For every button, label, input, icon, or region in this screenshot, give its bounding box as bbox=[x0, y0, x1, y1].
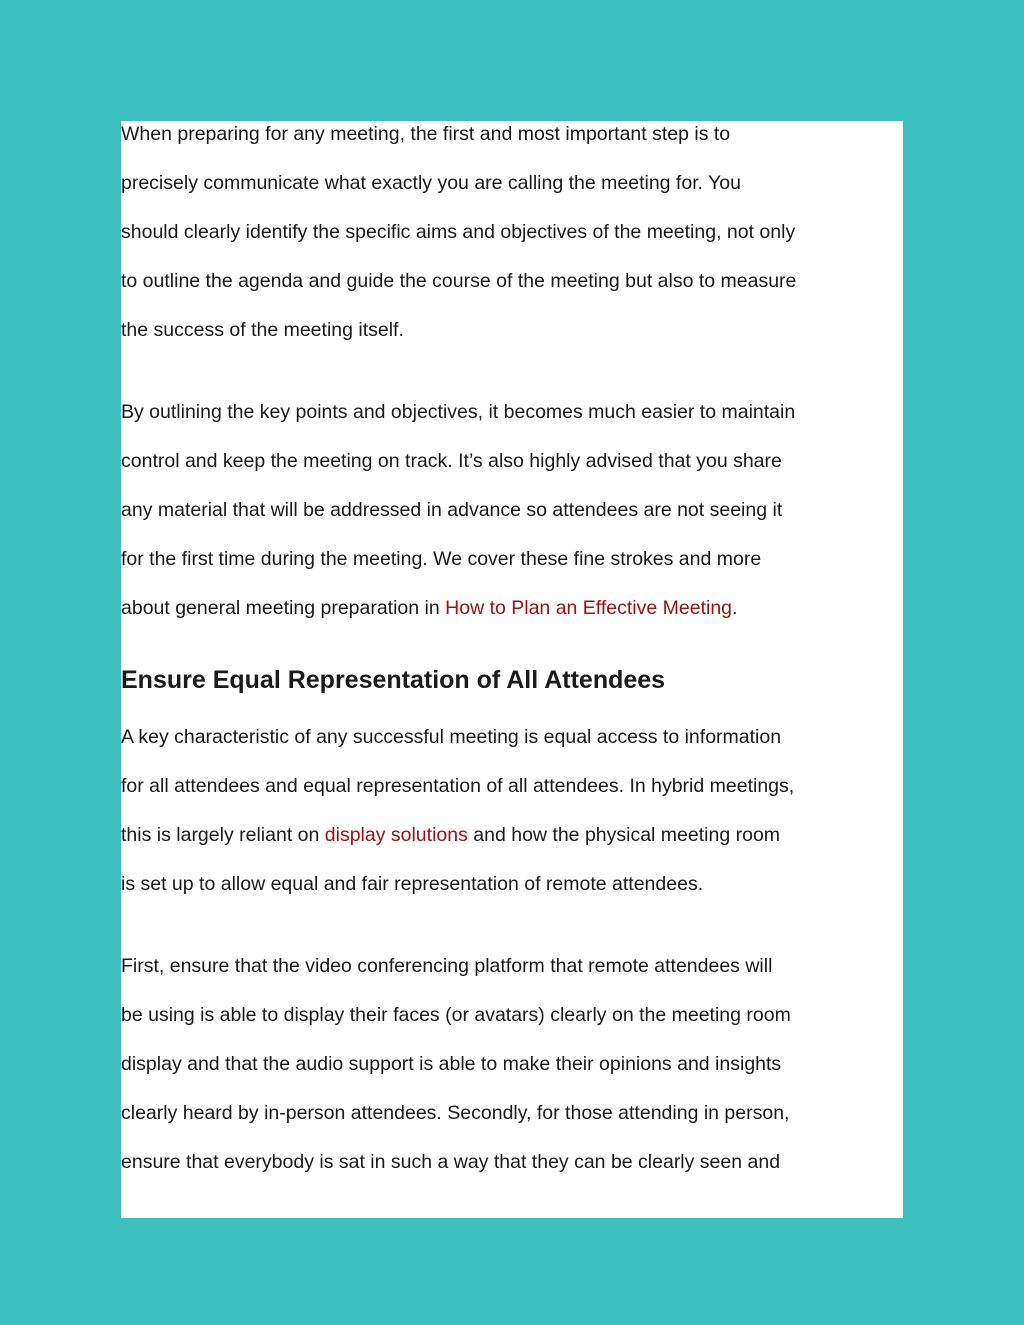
text-line: any material that will be addressed in advance so attendees are not seeing it bbox=[121, 499, 783, 521]
text-segment: and how the physical meeting room bbox=[467, 824, 781, 846]
paragraph-video-conferencing bbox=[121, 942, 903, 1187]
paragraph-objectives bbox=[121, 388, 903, 633]
text-line: A key characteristic of any successful meeting is equal access to information bbox=[121, 726, 782, 748]
text-line bbox=[121, 811, 903, 860]
text-line: ensure that everybody is sat in such a way that they can be clearly seen and bbox=[121, 1151, 781, 1173]
text-line: By outlining the key points and objectives, it becomes much easier to maintain bbox=[121, 401, 796, 423]
text-line: is set up to allow equal and fair representation of remote attendees. bbox=[121, 873, 704, 895]
text-segment: this is largely reliant on bbox=[121, 824, 325, 846]
text-line: to outline the agenda and guide the course of the meeting but also to measure bbox=[121, 270, 797, 292]
text-line: control and keep the meeting on track. It’s also highly advised that you share bbox=[121, 450, 782, 472]
paragraph-representation bbox=[121, 713, 903, 909]
text-line: for the first time during the meeting. We cover these fine strokes and more bbox=[121, 548, 762, 570]
document-page bbox=[121, 121, 903, 1218]
text-line: First, ensure that the video conferencing platform that remote attendees will bbox=[121, 955, 773, 977]
link-display-solutions[interactable]: display solutions bbox=[324, 824, 468, 846]
text-line: display and that the audio support is able to make their opinions and insights bbox=[121, 1053, 782, 1075]
paragraph-intro bbox=[121, 121, 903, 355]
text-line: clearly heard by in-person attendees. Secondly, for those attending in person, bbox=[121, 1102, 790, 1124]
text-line bbox=[121, 584, 903, 633]
text-segment: about general meeting preparation in bbox=[121, 597, 446, 619]
section-heading: Ensure Equal Representation of All Attendees bbox=[121, 666, 666, 694]
text-line: be using is able to display their faces (or avatars) clearly on the meeting room bbox=[121, 1004, 791, 1026]
text-line: should clearly identify the specific aims and objectives of the meeting, not only bbox=[121, 221, 796, 243]
text-segment: . bbox=[732, 597, 738, 619]
text-line: the success of the meeting itself. bbox=[121, 319, 404, 341]
link-effective-meeting[interactable]: How to Plan an Effective Meeting bbox=[445, 597, 733, 619]
text-line: When preparing for any meeting, the first and most important step is to bbox=[121, 123, 731, 145]
text-line: precisely communicate what exactly you are calling the meeting for. You bbox=[121, 172, 742, 194]
text-line: for all attendees and equal representation of all attendees. In hybrid meetings, bbox=[121, 775, 795, 797]
